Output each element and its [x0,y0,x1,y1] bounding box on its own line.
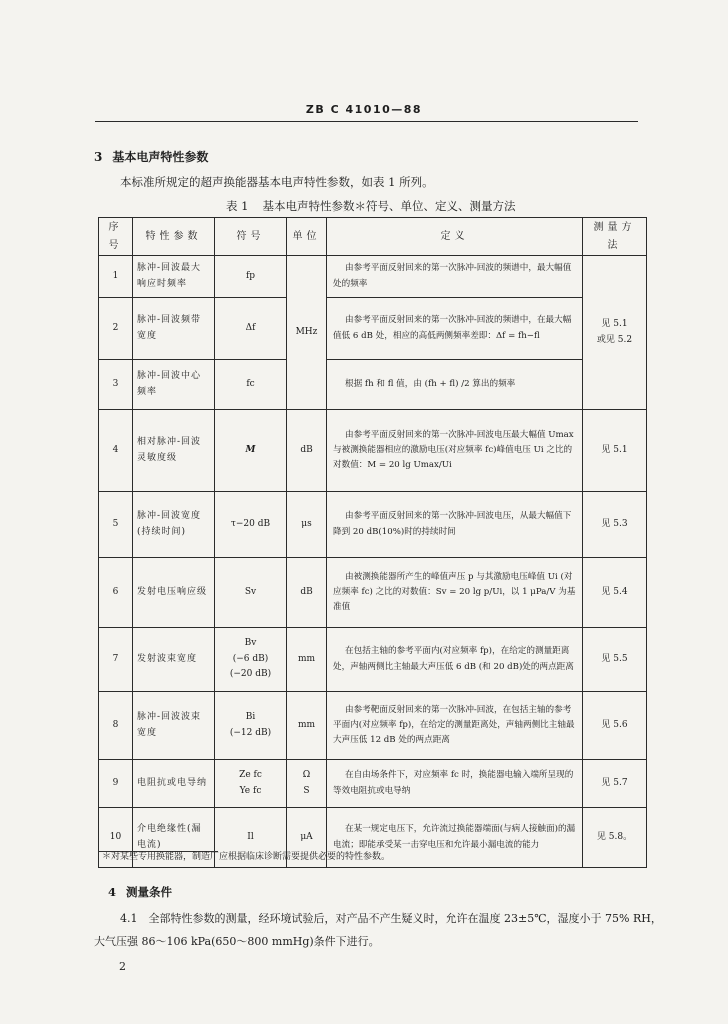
page-number: 2 [119,960,126,973]
row-definition: 由被测换能器所产生的峰值声压 p 与其激励电压峰值 Ui (对应频率 fc) 之比的对数值：Sv = 20 lg p/Ui，以 1 μPa/V 为基准值 [327,558,583,628]
symbol-line: (−6 dB) [232,653,269,664]
col-header-definition: 定义 [327,218,583,256]
row-method: 见 5.8。 [583,808,647,868]
row-definition: 由参考平面反射回来的第一次脉冲-回波的频谱中，最大幅值处的频率 [327,256,583,298]
row-param: 脉冲-回波宽度(持续时间) [133,492,215,558]
row-index: 10 [99,808,133,868]
row-symbol: τ−20 dB [215,492,287,558]
row-symbol: Sv [215,558,287,628]
section-4-heading [108,884,172,900]
row-param: 脉冲-回波最大响应时频率 [133,256,215,298]
row-definition: 由参考平面反射回来的第一次脉冲-回波的频谱中，在最大幅值低 6 dB 处，相应的高低两侧频率差即：Δf = fh−fl [327,298,583,360]
section-3-number: 3 [94,150,103,164]
row-index: 6 [99,558,133,628]
row-definition: 在某一规定电压下，允许流过换能器端面(与病人接触面)的漏电流；即能承受某一击穿电压和允许最小漏电流的能力 [327,808,583,868]
row-definition: 根据 fh 和 fl 值，由 (fh + fl) /2 算出的频率 [327,360,583,410]
unit-line: S [303,785,310,796]
table-title: 基本电声特性参数＊符号、单位、定义、测量方法 [262,199,516,213]
row-symbol: Il [215,808,287,868]
unit-line: Ω [302,769,311,780]
row-method: 见 5.3 [583,492,647,558]
method-line: 或见 5.2 [596,334,633,345]
table-caption [226,198,515,214]
row-unit-multiline [287,760,327,808]
standard-code-header: ZB C 41010—88 [305,103,423,116]
row-unit: μs [287,492,327,558]
row-param: 脉冲-回波频带宽度 [133,298,215,360]
row-param: 介电绝缘性(漏电流) [133,808,215,868]
header-rule [95,121,638,122]
row-method: 见 5.1 [583,410,647,492]
row-definition: 由参考平面反射回来的第一次脉冲-回波电压最大幅值 Umax 与被测换能器相应的激励电压(对应频率 fc)峰值电压 Ui 之比的对数值：M = 20 lg Umax/Ui [327,410,583,492]
row-param: 脉冲-回波中心频率 [133,360,215,410]
symbol-line: Ye fc [239,785,262,796]
row-definition: 由参考平面反射回来的第一次脉冲-回波电压，从最大幅值下降到 20 dB(10%)时的持续时间 [327,492,583,558]
row-param: 发射波束宽度 [133,628,215,692]
row-unit-merged: MHz [287,256,327,410]
table-header-row [99,218,647,256]
symbol-line: (−20 dB) [229,669,272,680]
row-param: 发射电压响应级 [133,558,215,628]
row-index: 7 [99,628,133,692]
row-method: 见 5.6 [583,692,647,760]
row-symbol-multiline [215,760,287,808]
row-symbol: fp [215,256,287,298]
col-header-unit: 单位 [287,218,327,256]
row-unit: mm [287,692,327,760]
row-symbol: fc [215,360,287,410]
row-param: 脉冲-回波波束宽度 [133,692,215,760]
table-row [99,410,647,492]
section-4-title: 测量条件 [126,885,173,899]
row-index: 5 [99,492,133,558]
table-row [99,628,647,692]
section-4-number: 4 [108,885,117,899]
table-row [99,298,647,360]
paragraph-4-1: 4.1 全部特性参数的测量，经环境试验后，对产品不产生疑义时，允许在温度 23±5℃，湿度小于 75% RH，大气压强 86～106 kPa(650～800 mmHg)条件下进行。 [94,912,662,948]
row-param: 电阻抗或电导纳 [133,760,215,808]
method-line: 见 5.1 [601,318,628,329]
row-index: 3 [99,360,133,410]
row-index: 1 [99,256,133,298]
row-definition: 在包括主轴的参考平面内(对应频率 fp)，在给定的测量距离处，声轴两侧比主轴最大声压低 6 dB (和 20 dB)处的两点距离 [327,628,583,692]
row-unit: dB [287,410,327,492]
section-3-intro: 本标准所规定的超声换能器基本电声特性参数，如表 1 所列。 [120,175,434,189]
row-index: 2 [99,298,133,360]
col-header-index: 序号 [99,218,133,256]
row-unit: dB [287,558,327,628]
table-row [99,360,647,410]
symbol-line: Bv [244,637,257,648]
row-symbol: M [215,410,287,492]
table-row [99,692,647,760]
section-3-title: 基本电声特性参数 [112,150,209,164]
row-unit: μA [287,808,327,868]
row-index: 8 [99,692,133,760]
row-index: 9 [99,760,133,808]
row-symbol-multiline [215,692,287,760]
table-footnote: ＊对某些专用换能器，制造厂应根据临床诊断需要提供必要的特性参数。 [102,852,391,862]
col-header-param: 特性参数 [133,218,215,256]
table-row [99,760,647,808]
symbol-line: (−12 dB) [229,727,272,738]
section-3-heading [94,148,208,165]
row-definition: 由参考靶面反射回来的第一次脉冲-回波，在包括主轴的参考平面内(对应频率 fp)，在给定的测量距离处，声轴两侧比主轴最大声压低 12 dB 处的两点距离 [327,692,583,760]
table-number: 表 1 [226,199,249,213]
row-method: 见 5.7 [583,760,647,808]
symbol-line: Ze fc [239,769,262,780]
table-row [99,492,647,558]
row-unit: mm [287,628,327,692]
row-method: 见 5.4 [583,558,647,628]
row-method-merged [583,256,647,410]
row-definition: 在自由场条件下，对应频率 fc 时，换能器电输入端所呈现的等效电阻抗或电导纳 [327,760,583,808]
row-symbol: Δf [215,298,287,360]
symbol-line: Bi [245,711,256,722]
row-symbol-multiline [215,628,287,692]
table-row [99,256,647,298]
parameters-table [98,217,647,868]
row-index: 4 [99,410,133,492]
table-row [99,558,647,628]
col-header-method: 测量方法 [583,218,647,256]
col-header-symbol: 符号 [215,218,287,256]
row-param: 相对脉冲-回波灵敏度级 [133,410,215,492]
row-method: 见 5.5 [583,628,647,692]
